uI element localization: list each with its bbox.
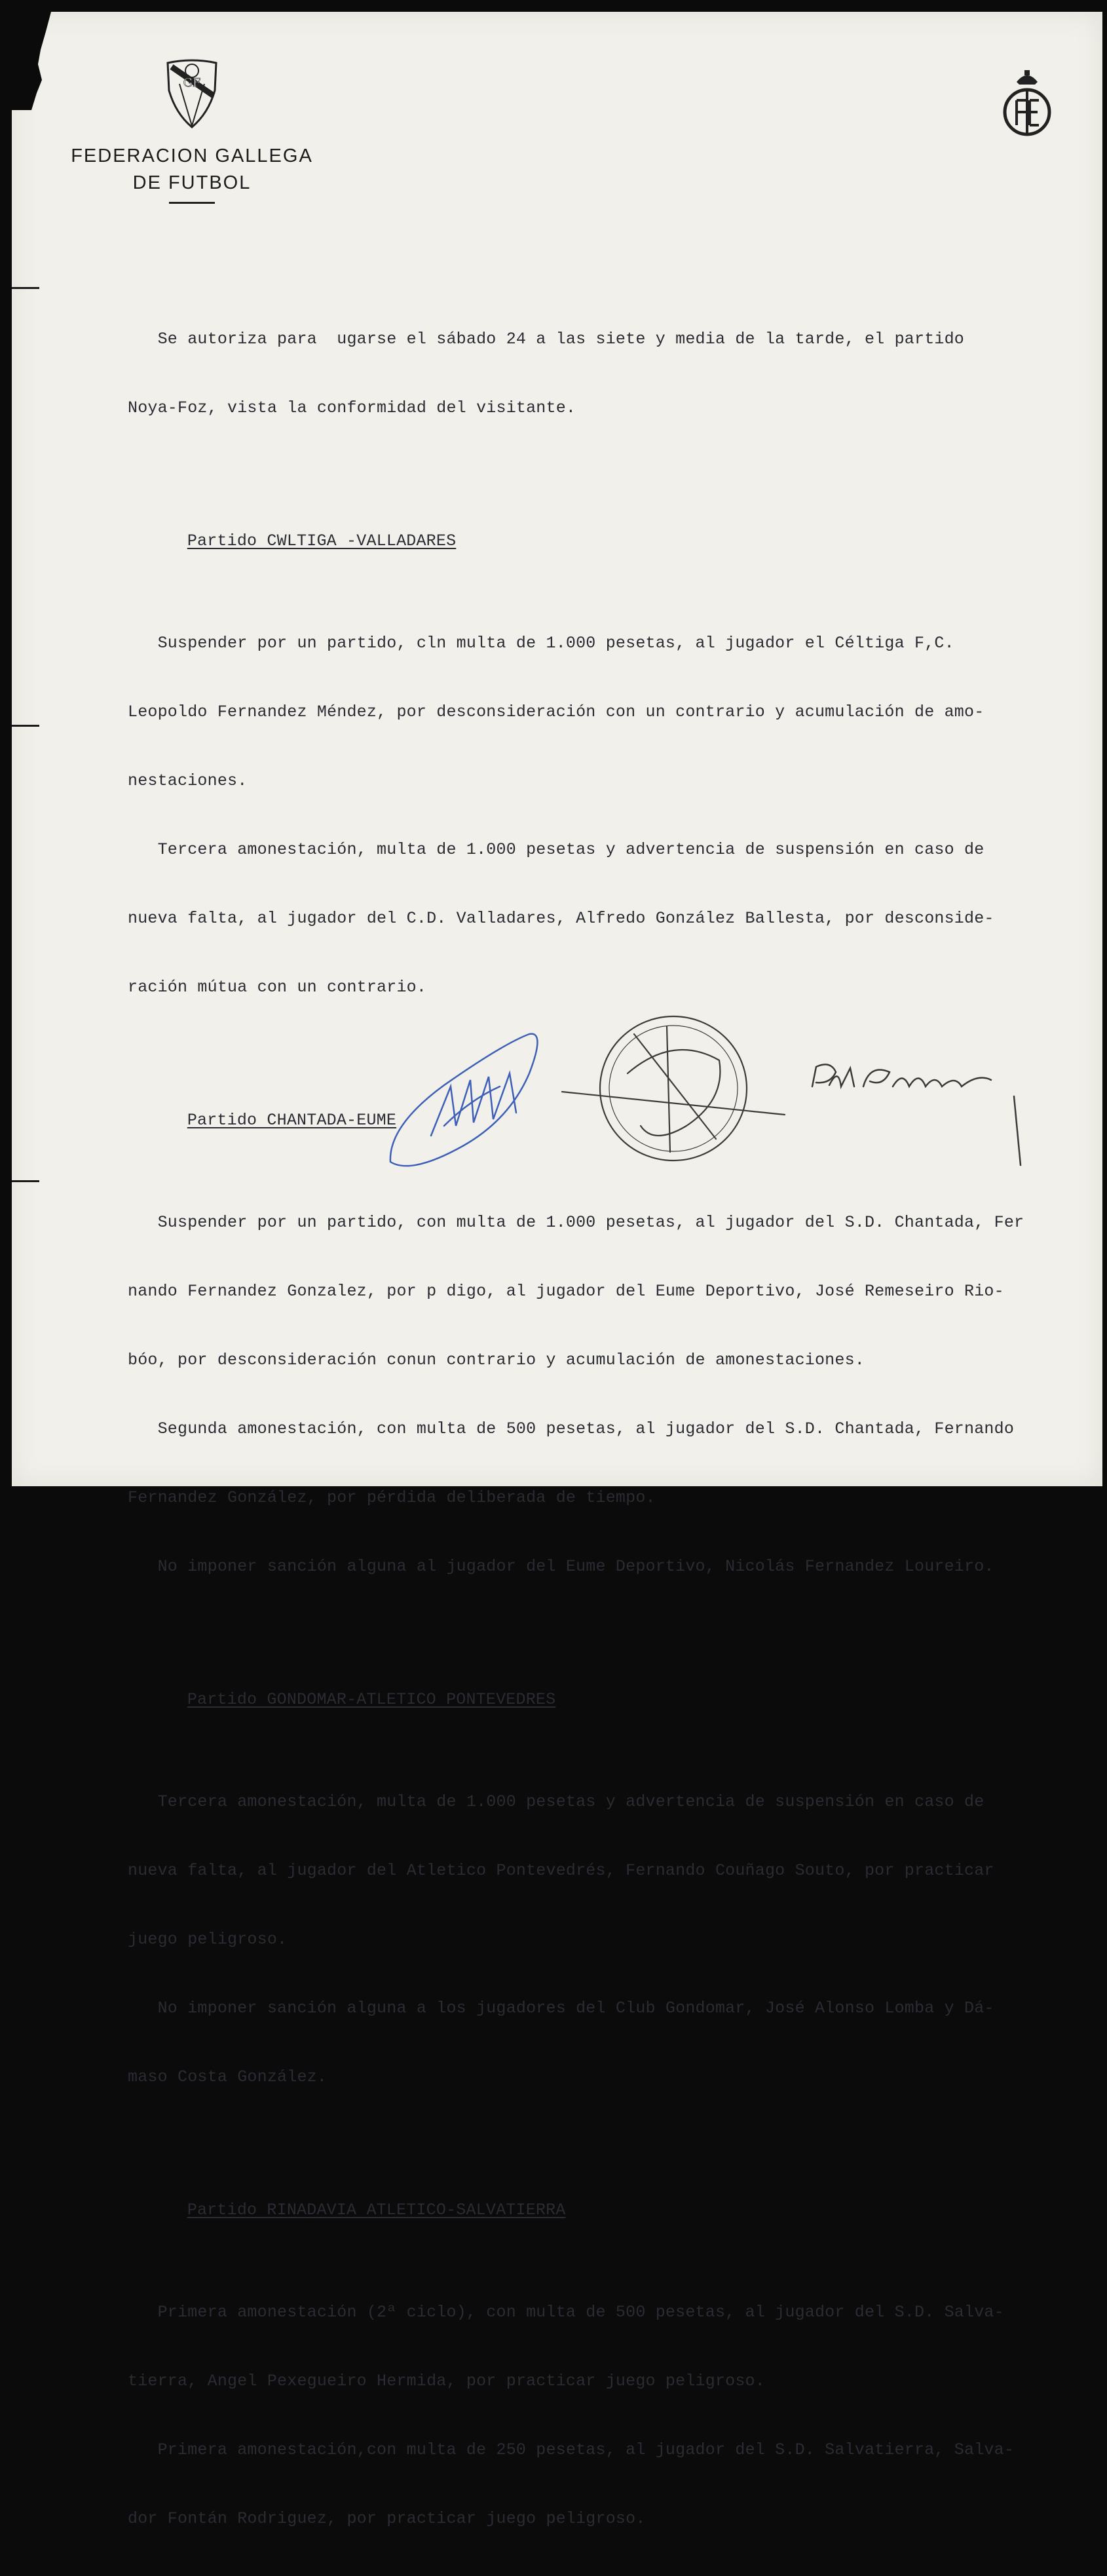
intro-line: Se autoriza para ugarse el sábado 24 a las siete y media de la tarde, el partido bbox=[128, 330, 965, 349]
section-line: nueva falta, al jugador del C.D. Valladares, Alfredo González Ballesta, por desconside- bbox=[128, 909, 994, 928]
section-line: nueva falta, al jugador del Atletico Pontevedrés, Fernando Couñago Souto, por practicar bbox=[128, 1861, 994, 1880]
federation-name-line2: DE FUTBOL bbox=[132, 172, 252, 193]
section-line: nestaciones. bbox=[128, 771, 248, 790]
section-line: juego peligroso. bbox=[128, 1930, 288, 1949]
section-heading: Partido CHANTADA-EUME bbox=[187, 1111, 397, 1130]
section-line: Fernandez González, por pérdida deliberada de tiempo. bbox=[128, 1488, 656, 1507]
section-line: dor Fontán Rodriguez, por practicar juego peligroso. bbox=[128, 2509, 646, 2528]
section-line: No imponer sanción alguna a los jugadores del Club Gondomar, José Alonso Lomba y Dá- bbox=[128, 1999, 994, 2018]
section-line: bóo, por desconsideración conun contrario y acumulación de amonestaciones. bbox=[128, 1351, 865, 1370]
section-line: Segunda amonestación, con multa de 500 pesetas, al jugador del S.D. Chantada, Fernando bbox=[128, 1419, 1015, 1438]
section-heading: Partido CWLTIGA -VALLADARES bbox=[187, 531, 457, 550]
section-heading: Partido RINADAVIA ATLETICO-SALVATIERRA bbox=[187, 2201, 566, 2220]
section-line: Tercera amonestación, multa de 1.000 pesetas y advertencia de suspensión en caso de bbox=[128, 1792, 985, 1811]
svg-text:GF: GF bbox=[183, 76, 201, 90]
document-page bbox=[12, 12, 1102, 2528]
section-line: No imponer sanción alguna al jugador del Eume Deportivo, Nicolás Fernandez Loureiro. bbox=[128, 1557, 994, 1576]
section-line: Primera amonestación (2ª ciclo), con multa de 500 pesetas, al jugador del S.D. Salva- bbox=[128, 2303, 1004, 2322]
dark-signature bbox=[812, 1064, 1021, 1165]
section-line: Suspender por un partido, con multa de 1.000 pesetas, al jugador del S.D. Chantada, Fer bbox=[128, 1213, 1024, 1232]
intro-line: Noya-Foz, vista la conformidad del visitante. bbox=[128, 398, 576, 417]
section-line: ración mútua con un contrario. bbox=[128, 978, 427, 997]
stamp-signature bbox=[562, 1016, 785, 1161]
blue-signature bbox=[390, 1034, 538, 1166]
section-line: Suspender por un partido, cln multa de 1.000 pesetas, al jugador el Céltiga F,C. bbox=[128, 634, 954, 653]
section-line: Tercera amonestación, multa de 1.000 pesetas y advertencia de suspensión en caso de bbox=[128, 840, 985, 859]
section-line: nando Fernandez Gonzalez, por p digo, al jugador del Eume Deportivo, José Remeseiro Rio- bbox=[128, 1282, 1004, 1301]
section-line: maso Costa González. bbox=[128, 2067, 328, 2086]
section-heading: Partido GONDOMAR-ATLETICO PONTEVEDRES bbox=[187, 1690, 556, 1709]
signatures bbox=[12, 12, 1102, 1486]
section-line: Leopoldo Fernandez Méndez, por desconsideración con un contrario y acumulación de amo- bbox=[128, 702, 985, 721]
section-line: tierra, Angel Pexegueiro Hermida, por practicar juego peligroso. bbox=[128, 2372, 765, 2391]
federation-name-line1: FEDERACION GALLEGA bbox=[71, 145, 313, 166]
section-line: Primera amonestación,con multa de 250 pesetas, al jugador del S.D. Salvatierra, Salva- bbox=[128, 2440, 1015, 2459]
